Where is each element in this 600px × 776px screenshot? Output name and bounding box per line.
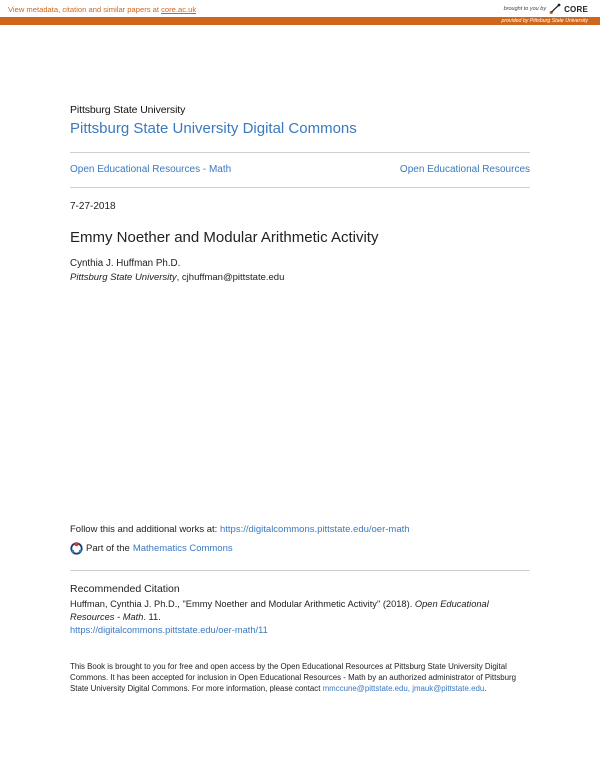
- follow-text: Follow this and additional works at:: [70, 524, 220, 535]
- citation-text: [70, 598, 530, 637]
- contact-emails-link[interactable]: mmccune@pittstate.edu, jmauk@pittstate.edu: [322, 684, 485, 693]
- citation-series: Open Educational Resources - Math: [70, 599, 489, 622]
- author-affiliation: [70, 272, 284, 283]
- divider: [70, 187, 530, 188]
- institution-name: Pittsburg State University: [70, 104, 186, 116]
- access-note-end: .: [484, 684, 487, 693]
- core-provided-bar: [0, 17, 600, 25]
- author-email: , cjhuffman@pittstate.edu: [176, 272, 285, 283]
- mathematics-commons-link[interactable]: Mathematics Commons: [132, 542, 233, 554]
- follow-url-link[interactable]: https://digitalcommons.pittstate.edu/oer-math: [219, 524, 410, 535]
- core-view-text: View metadata, citation and similar papers at: [8, 5, 162, 14]
- core-banner: [0, 0, 600, 27]
- publication-date: 7-27-2018: [70, 201, 116, 212]
- citation-number: . 11.: [143, 612, 161, 622]
- collection-link-oer[interactable]: Open Educational Resources: [399, 164, 530, 175]
- core-link[interactable]: core.ac.uk: [161, 5, 197, 14]
- core-brought-by: brought to you by: [503, 6, 547, 12]
- part-of-text: Part of the: [86, 542, 130, 554]
- part-of-line: [70, 541, 233, 555]
- collection-link-math[interactable]: Open Educational Resources - Math: [70, 164, 232, 175]
- follow-works: [70, 524, 410, 535]
- author-institution: Pittsburg State University: [70, 272, 177, 283]
- document-title: Emmy Noether and Modular Arithmetic Activity: [70, 229, 379, 246]
- core-logo-icon: [549, 3, 561, 15]
- digital-commons-network-icon: [70, 542, 83, 555]
- repository-link[interactable]: Pittsburg State University Digital Commons: [70, 120, 357, 137]
- core-provided-by: provided by Pittsburg State University: [501, 18, 588, 24]
- citation-main: Huffman, Cynthia J. Ph.D., "Emmy Noether and Modular Arithmetic Activity" (2018).: [70, 599, 415, 609]
- author-name: Cynthia J. Huffman Ph.D.: [70, 258, 181, 269]
- access-note-text: This Book is brought to you for free and open access by the Open Educational Resources at Pittsburg State University Digital Commons. It has been accepted for inclusion in Open Educational Resources - Math by an authorized administrator of Pittsburg State University Digital Commons. For more information, please contact: [70, 662, 517, 693]
- divider: [70, 152, 530, 153]
- recommended-citation-heading: Recommended Citation: [70, 583, 180, 595]
- core-brand[interactable]: [504, 3, 588, 15]
- core-view-metadata: [8, 5, 196, 14]
- open-access-note: [70, 661, 530, 694]
- core-logo-text: CORE: [564, 4, 588, 14]
- citation-url-link[interactable]: https://digitalcommons.pittstate.edu/oer-math/11: [70, 625, 268, 635]
- divider: [70, 570, 530, 571]
